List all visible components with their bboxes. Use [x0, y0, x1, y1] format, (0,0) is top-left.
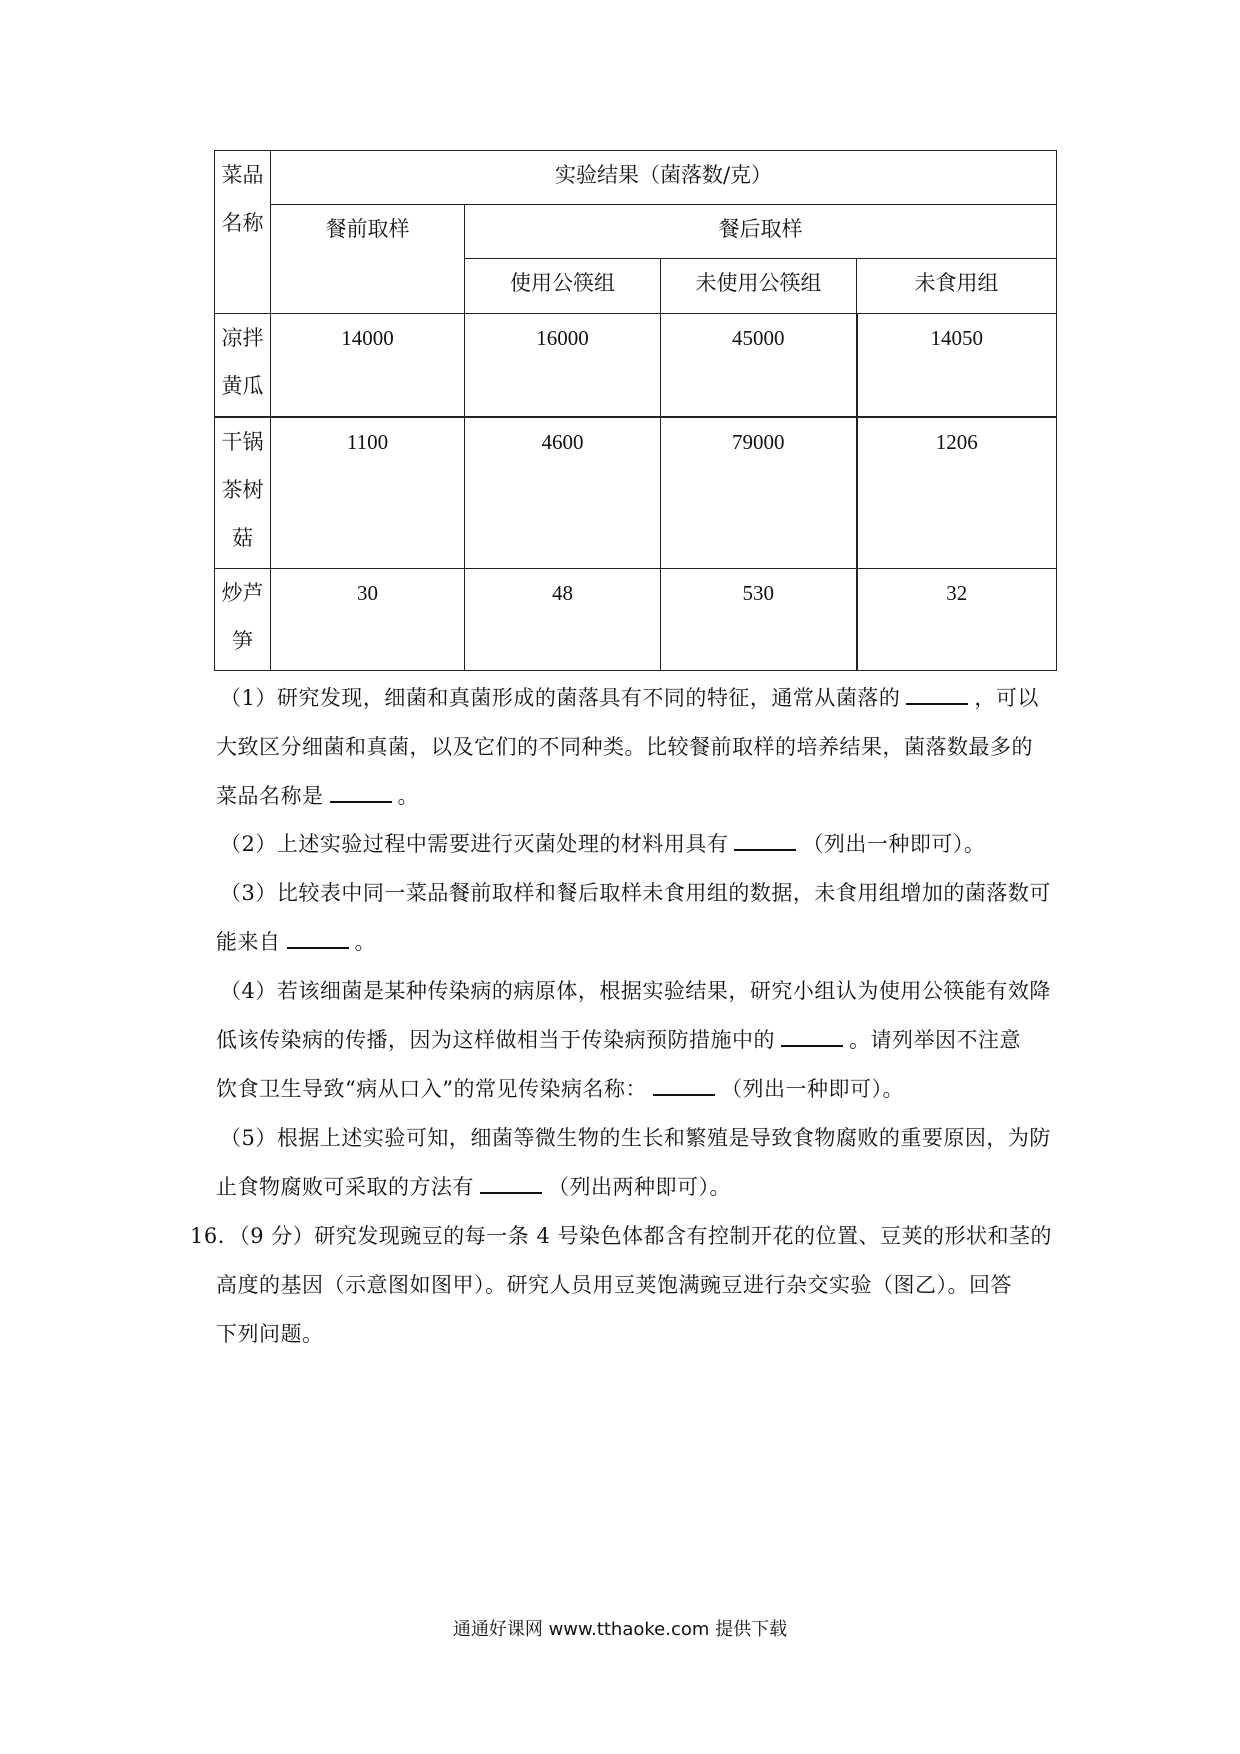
- question-text: 低该传染病的传播，因为这样做相当于传染病预防措施中的: [216, 1028, 775, 1052]
- table-cell: 30: [271, 569, 465, 671]
- question-16: [190, 1212, 1070, 1359]
- question-line: [216, 918, 1056, 967]
- table-cell: 530: [661, 569, 857, 671]
- question-text: （列出一种即可）。: [802, 832, 986, 856]
- sub-header-no-public-chopsticks: 未使用公筷组: [661, 259, 857, 314]
- results-table: [214, 150, 1057, 671]
- answer-blank[interactable]: [781, 1025, 843, 1047]
- question-line: [216, 1016, 1056, 1065]
- question-2: [216, 820, 1056, 869]
- dish-name-header: [215, 151, 271, 314]
- dish-name-line: 笋: [232, 629, 253, 653]
- table-row: [215, 569, 1057, 671]
- dish-name: [215, 314, 271, 417]
- question-line: （5）根据上述实验可知，细菌等微生物的生长和繁殖是导致食物腐败的重要原因，为防: [220, 1126, 1051, 1150]
- results-header: 实验结果（菌落数/克）: [271, 151, 1057, 205]
- question-line: 大致区分细菌和真菌，以及它们的不同种类。比较餐前取样的培养结果，菌落数最多的: [216, 735, 1033, 759]
- before-meal-header: 餐前取样: [271, 205, 465, 314]
- table-cell: 16000: [465, 314, 661, 417]
- answer-blank[interactable]: [734, 829, 796, 851]
- table-cell: 79000: [661, 417, 857, 569]
- question-line: （3）比较表中同一菜品餐前取样和餐后取样未食用组的数据，未食用组增加的菌落数可: [220, 881, 1051, 905]
- table-row: [215, 314, 1057, 417]
- answer-blank[interactable]: [330, 781, 392, 803]
- question-line: [216, 1065, 1056, 1114]
- question-line: [216, 820, 1056, 869]
- question-line: [216, 1163, 1056, 1212]
- dish-name-line: 黄瓜: [221, 374, 264, 398]
- table-cell: 45000: [661, 314, 857, 417]
- question-line: 高度的基因（示意图如图甲）。研究人员用豆荚饱满豌豆进行杂交实验（图乙）。回答: [216, 1273, 1012, 1297]
- answer-blank[interactable]: [480, 1172, 542, 1194]
- question-text: （列出两种即可）。: [548, 1175, 731, 1199]
- dish-name-line: 干锅: [221, 429, 264, 454]
- sub-header-public-chopsticks: 使用公筷组: [465, 259, 661, 314]
- question-text: 饮食卫生导致“病从口入”的常见传染病名称：: [216, 1077, 647, 1101]
- page-footer: 通通好课网 www.tthaoke.com 提供下载: [452, 1619, 788, 1640]
- header-text: 名称: [221, 211, 264, 235]
- dish-name-line: 茶树: [221, 477, 264, 502]
- table-row: [215, 417, 1057, 569]
- question-text: 。请列举因不注意: [849, 1028, 1021, 1052]
- question-4: [216, 967, 1056, 1114]
- answer-blank[interactable]: [906, 683, 968, 705]
- question-text: 。: [354, 930, 376, 954]
- question-text: ，可以: [974, 686, 1039, 710]
- header-text: 菜品: [221, 163, 264, 187]
- question-text: 菜品名称是: [216, 784, 324, 808]
- question-text: （9 分）研究发现豌豆的每一条 4 号染色体都含有控制开花的位置、豆荚的形状和茎的: [239, 1224, 1052, 1248]
- question-line: （4）若该细菌是某种传染病的病原体，根据实验结果，研究小组认为使用公筷能有效降: [220, 979, 1051, 1003]
- question-text: （2）上述实验过程中需要进行灭菌处理的材料用具有: [220, 832, 729, 856]
- question-line: 下列问题。: [216, 1322, 324, 1346]
- dish-name-line: 菇: [232, 525, 253, 550]
- question-text: （列出一种即可）。: [720, 1077, 904, 1101]
- dish-name-line: 凉拌: [221, 326, 264, 350]
- question-text: 止食物腐败可采取的方法有: [216, 1175, 474, 1199]
- answer-blank[interactable]: [653, 1074, 715, 1096]
- table-cell: 14000: [271, 314, 465, 417]
- question-line: [216, 772, 1056, 821]
- table-cell: 1100: [271, 417, 465, 569]
- table-cell: 1206: [857, 417, 1057, 569]
- question-line: [190, 1212, 1070, 1261]
- question-text: 。: [397, 784, 419, 808]
- after-meal-header: 餐后取样: [465, 205, 1057, 259]
- table-cell: 32: [857, 569, 1057, 671]
- question-1: [216, 674, 1056, 821]
- table-cell: 48: [465, 569, 661, 671]
- question-3: [216, 869, 1056, 967]
- dish-name-line: 炒芦: [221, 581, 264, 605]
- dish-name: [215, 417, 271, 569]
- question-number: 16．: [190, 1224, 240, 1248]
- question-text: 能来自: [216, 930, 281, 954]
- question-line: [216, 674, 1056, 723]
- answer-blank[interactable]: [287, 927, 349, 949]
- sub-header-not-eaten: 未食用组: [857, 259, 1057, 314]
- dish-name: [215, 569, 271, 671]
- question-text: （1）研究发现，细菌和真菌形成的菌落具有不同的特征，通常从菌落的: [220, 686, 901, 710]
- question-5: [216, 1114, 1056, 1212]
- table-cell: 4600: [465, 417, 661, 569]
- table-cell: 14050: [857, 314, 1057, 417]
